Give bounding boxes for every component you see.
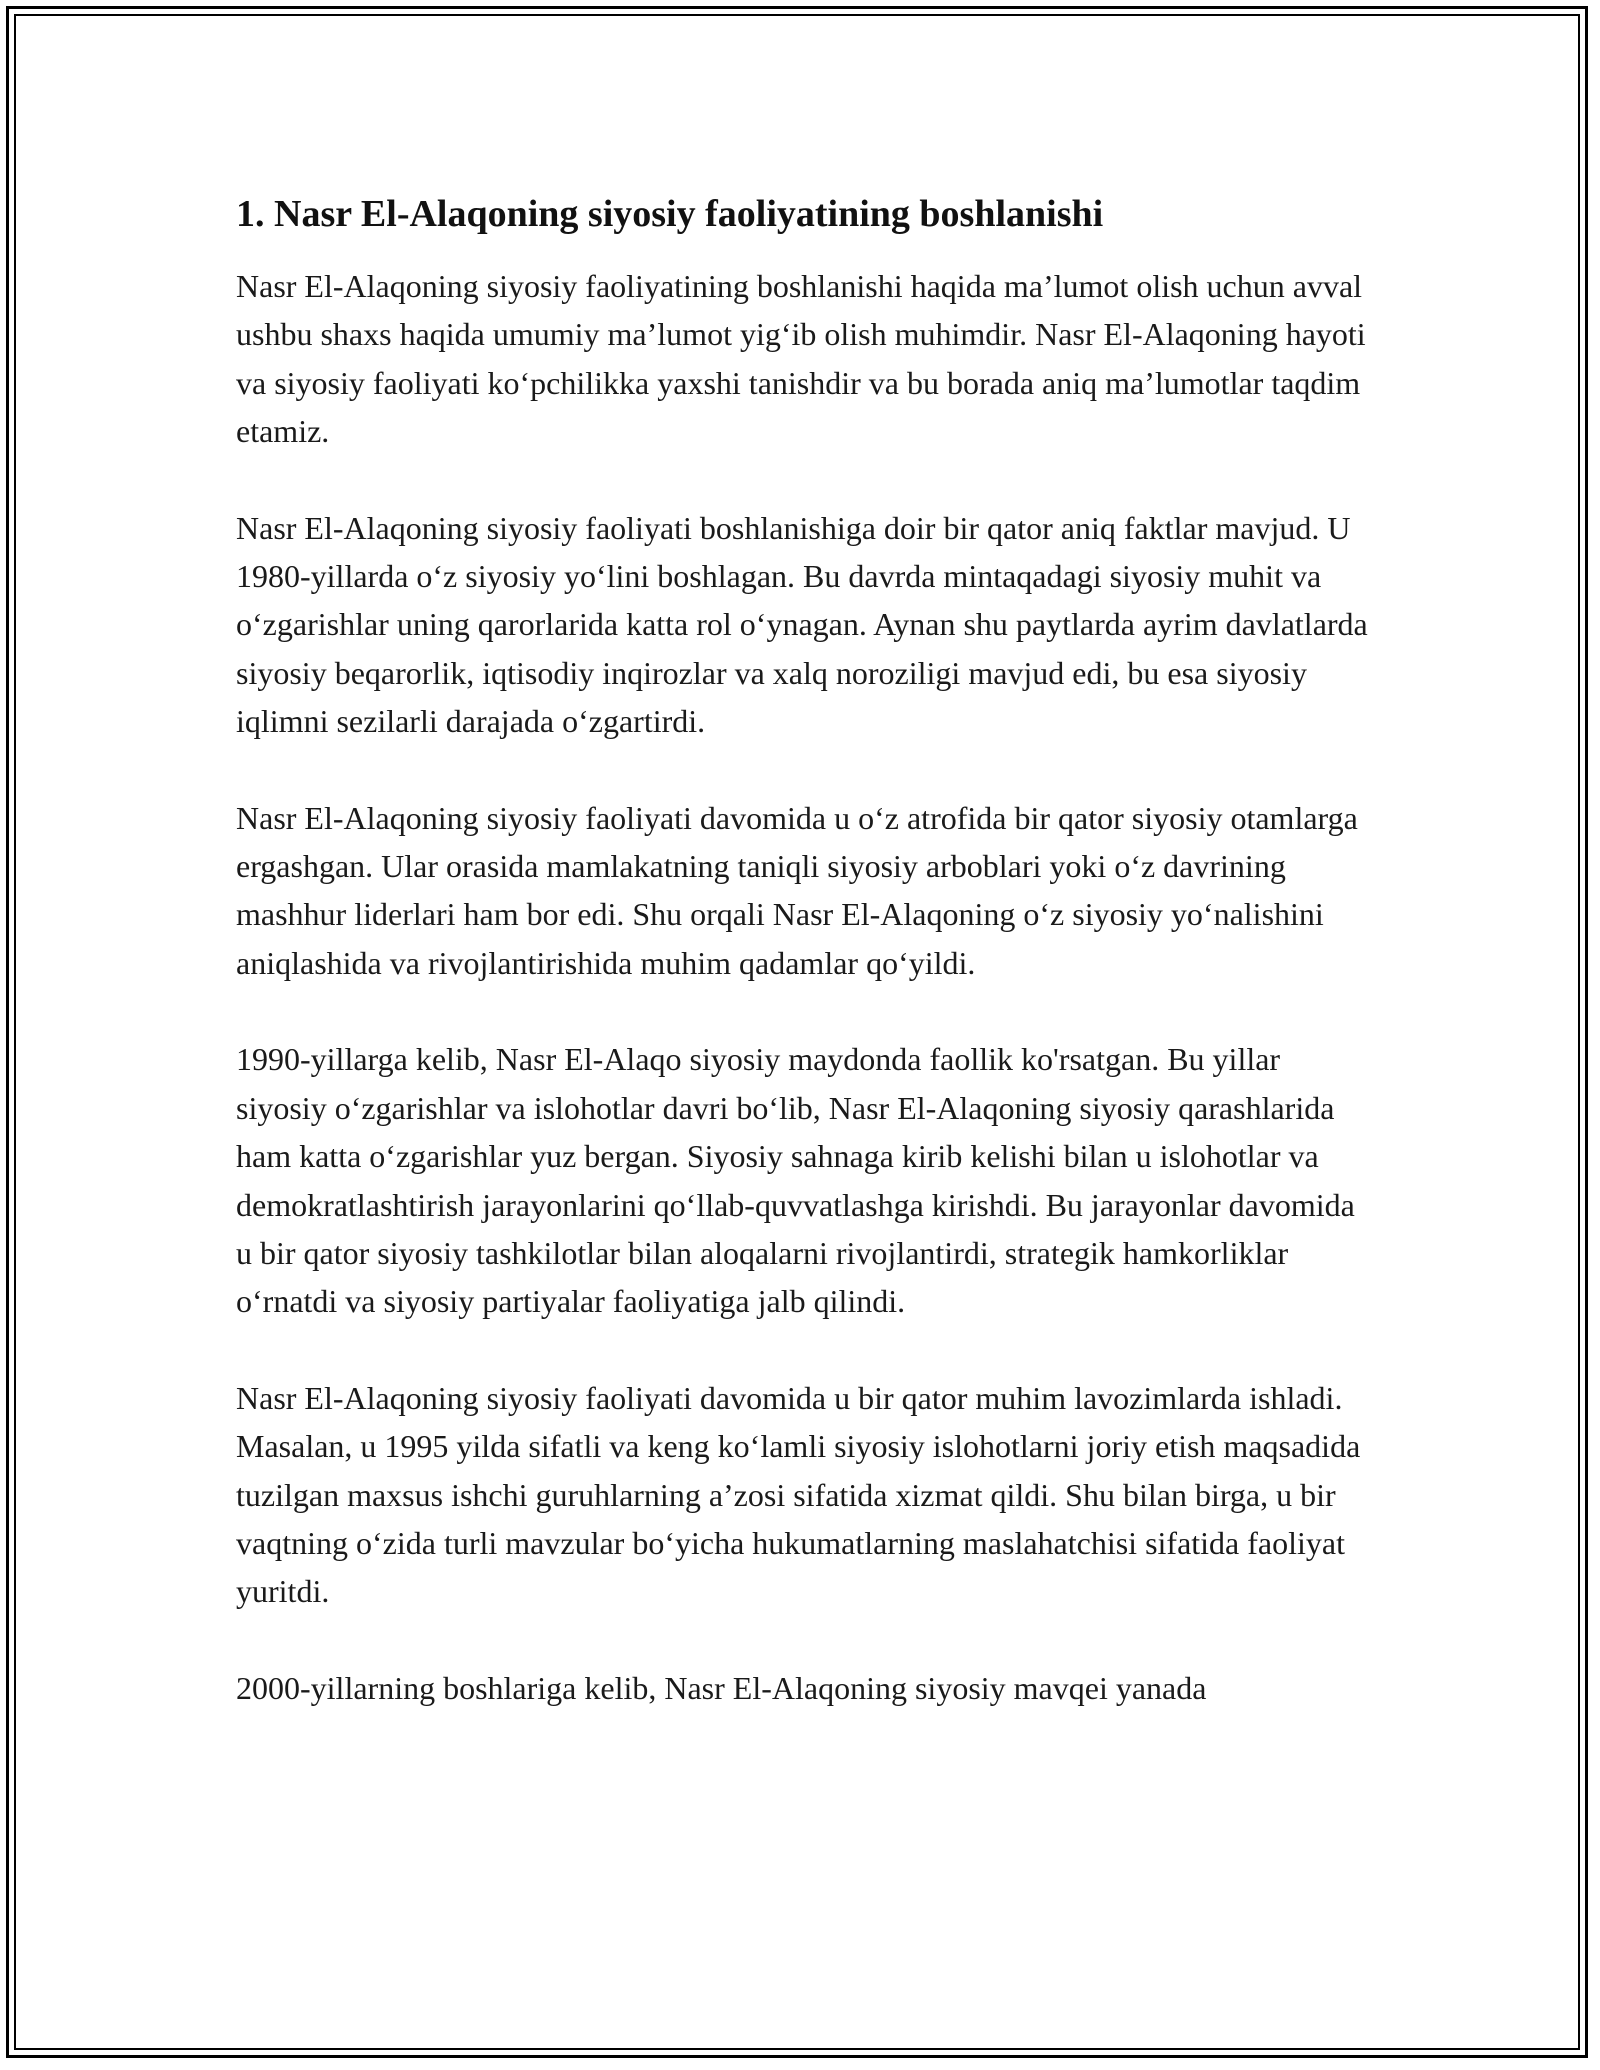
paragraph-2: Nasr El-Alaqoning siyosiy faoliyati boshlanishiga doir bir qator aniq faktlar mavjud. U 1980-yillarda o‘z siyosiy yo‘lini boshlagan. Bu davrda mintaqadagi siyosiy muhit va o‘zgarishlar uning qarorlarida katta rol o‘ynagan. Aynan shu paytlarda ayrim davlatlarda siyosiy beqarorlik, iqtisodiy inqirozlar va xalq noroziligi mavjud edi, bu esa siyosiy iqlimni sezilarli darajada o‘zgartirdi. [236, 509, 1368, 740]
paragraph-5: Nasr El-Alaqoning siyosiy faoliyati davomida u bir qator muhim lavozimlarda ishladi. Masalan, u 1995 yilda sifatli va keng ko‘lamli siyosiy islohotlarni joriy etish maqsadida tuzilgan maxsus ishchi guruhlarning a’zosi sifatida xizmat qildi. Shu bilan birga, u bir vaqtning o‘zida turli mavzular bo‘yicha hukumatlarning maslahatchisi sifatida faoliyat yuritdi. [236, 1379, 1361, 1610]
paragraph-6: 2000-yillarning boshlariga kelib, Nasr El-Alaqoning siyosiy mavqei yanada [236, 1669, 1207, 1706]
paragraph-1: Nasr El-Alaqoning siyosiy faoliyatining boshlanishi haqida ma’lumot olish uchun avval ushbu shaxs haqida umumiy ma’lumot yig‘ib olish muhimdir. Nasr El-Alaqoning hayoti va siyosiy faoliyati ko‘pchilikka yaxshi tanishdir va bu borada aniq ma’lumotlar taqdim etamiz. [236, 268, 1366, 450]
section-heading: 1. Nasr El-Alaqoning siyosiy faoliyatining boshlanishi [236, 193, 1104, 235]
document-body [236, 186, 1376, 1760]
paragraph-4: 1990-yillarga kelib, Nasr El-Alaqo siyosiy maydonda faollik ko'rsatgan. Bu yillar siyosiy o‘zgarishlar va islohotlar davri bo‘lib, Nasr El-Alaqoning siyosiy qarashlarida ham katta o‘zgarishlar yuz bergan. Siyosiy sahnaga kirib kelishi bilan u islohotlar va demokratlashtirish jarayonlarini qo‘llab-quvvatlashga kirishdi. Bu jarayonlar davomida u bir qator siyosiy tashkilotlar bilan aloqalarni rivojlantirdi, strategik hamkorliklar o‘rnatdi va siyosiy partiyalar faoliyatiga jalb qilindi. [236, 1041, 1355, 1320]
paragraph-3: Nasr El-Alaqoning siyosiy faoliyati davomida u o‘z atrofida bir qator siyosiy otamlarga ergashgan. Ular orasida mamlakatning taniqli siyosiy arboblari yoki o‘z davrining mashhur liderlari ham bor edi. Shu orqali Nasr El-Alaqoning o‘z siyosiy yo‘nalishini aniqlashida va rivojlantirishida muhim qadamlar qo‘yildi. [236, 799, 1358, 981]
